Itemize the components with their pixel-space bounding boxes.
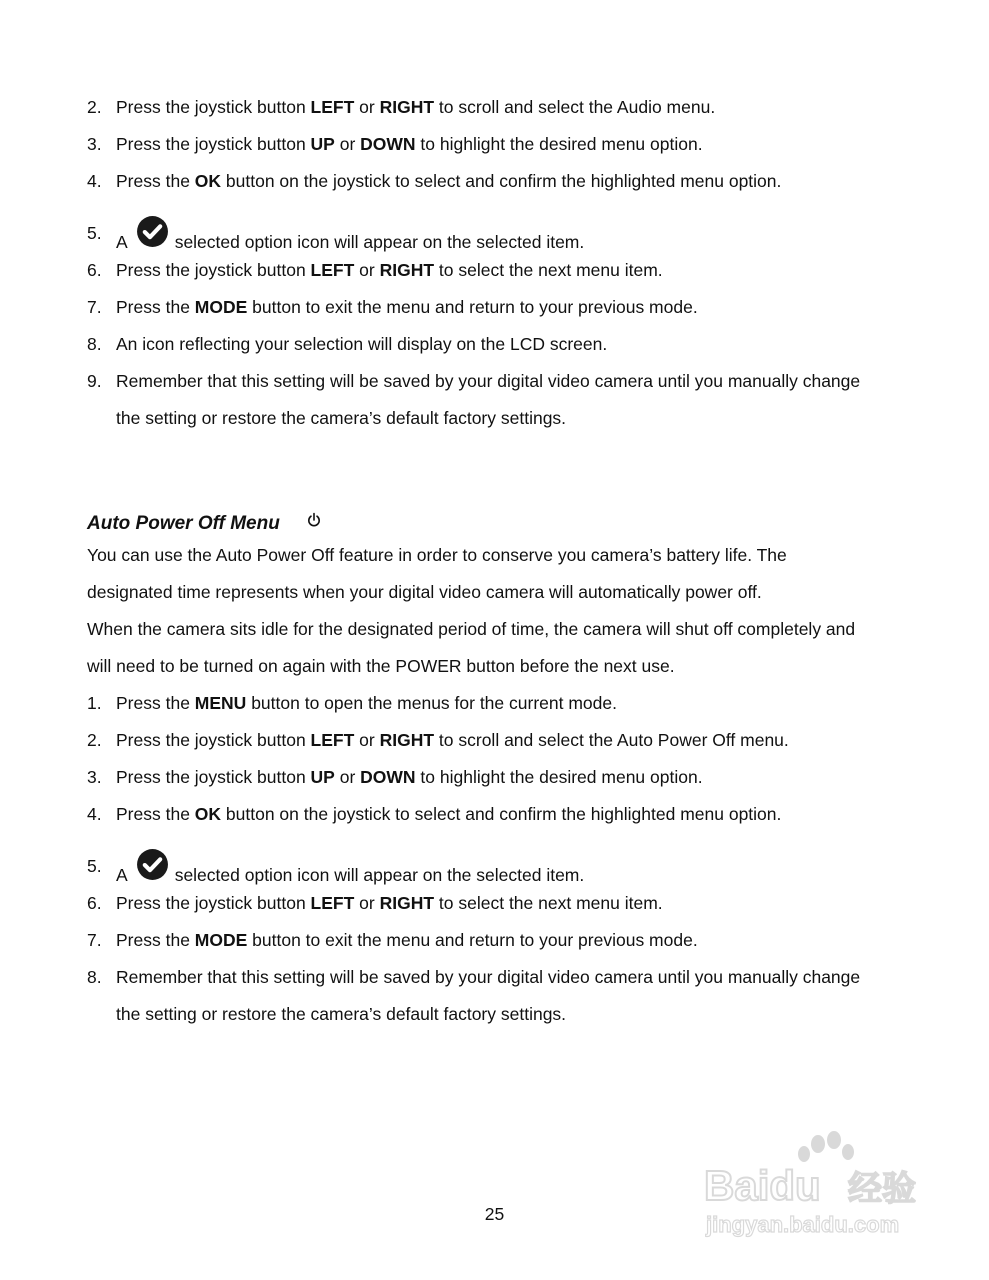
item-text: Press the OK button on the joystick to select and confirm the highlighted menu option. xyxy=(116,171,782,191)
item-text: An icon reflecting your selection will display on the LCD screen. xyxy=(116,334,608,354)
item-text: Press the joystick button LEFT or RIGHT to scroll and select the Auto Power Off menu. xyxy=(116,730,789,750)
item-text: Remember that this setting will be saved by your digital video camera until you manually change xyxy=(116,371,861,391)
item-text: Press the joystick button UP or DOWN to highlight the desired menu option. xyxy=(116,134,703,154)
item-number: 6. xyxy=(87,260,102,280)
item-text: Press the joystick button LEFT or RIGHT to select the next menu item. xyxy=(116,893,663,913)
item-number: 8. xyxy=(87,967,102,987)
item-number: 6. xyxy=(87,893,102,913)
intro-line: You can use the Auto Power Off feature in order to conserve you camera’s battery life. The xyxy=(87,545,787,565)
item-number: 4. xyxy=(87,804,102,824)
item-text: Press the joystick button UP or DOWN to highlight the desired menu option. xyxy=(116,767,703,787)
svg-text:Baidu: Baidu xyxy=(704,1162,821,1209)
item-text: Press the MENU button to open the menus for the current mode. xyxy=(116,693,617,713)
checkmark-circle-icon xyxy=(136,848,169,881)
power-icon xyxy=(307,512,321,528)
item-text: Press the MODE button to exit the menu and return to your previous mode. xyxy=(116,930,698,950)
item-number: 3. xyxy=(87,134,102,154)
section-heading: Auto Power Off Menu xyxy=(87,513,280,534)
item-text: Press the OK button on the joystick to select and confirm the highlighted menu option. xyxy=(116,804,782,824)
item-text: A selected option icon will appear on the selected item. xyxy=(116,223,584,256)
item-number: 1. xyxy=(87,693,102,713)
item-number: 4. xyxy=(87,171,102,191)
intro-line: will need to be turned on again with the POWER button before the next use. xyxy=(87,656,675,676)
item-text-continued: the setting or restore the camera’s default factory settings. xyxy=(116,1004,567,1024)
item-text: Press the MODE button to exit the menu and return to your previous mode. xyxy=(116,297,698,317)
svg-text:经验: 经验 xyxy=(848,1169,916,1209)
item-number: 7. xyxy=(87,930,102,950)
svg-text:jingyan.baidu.com: jingyan.baidu.com xyxy=(706,1212,900,1237)
item-text: A selected option icon will appear on the selected item. xyxy=(116,856,584,889)
item-text: Press the joystick button LEFT or RIGHT to scroll and select the Audio menu. xyxy=(116,97,716,117)
item-text-continued: the setting or restore the camera’s default factory settings. xyxy=(116,408,567,428)
checkmark-circle-icon xyxy=(136,215,169,248)
item-number: 5. xyxy=(87,856,102,876)
item-number: 2. xyxy=(87,97,102,117)
item-number: 3. xyxy=(87,767,102,787)
item-number: 5. xyxy=(87,223,102,243)
page-number: 25 xyxy=(484,1204,505,1224)
item-number: 7. xyxy=(87,297,102,317)
intro-line: designated time represents when your digital video camera will automatically power off. xyxy=(87,582,762,602)
item-number: 8. xyxy=(87,334,102,354)
intro-line: When the camera sits idle for the designated period of time, the camera will shut off completely and xyxy=(87,619,856,639)
item-number: 9. xyxy=(87,371,102,391)
item-number: 2. xyxy=(87,730,102,750)
item-text: Press the joystick button LEFT or RIGHT to select the next menu item. xyxy=(116,260,663,280)
item-text: Remember that this setting will be saved by your digital video camera until you manually change xyxy=(116,967,861,987)
